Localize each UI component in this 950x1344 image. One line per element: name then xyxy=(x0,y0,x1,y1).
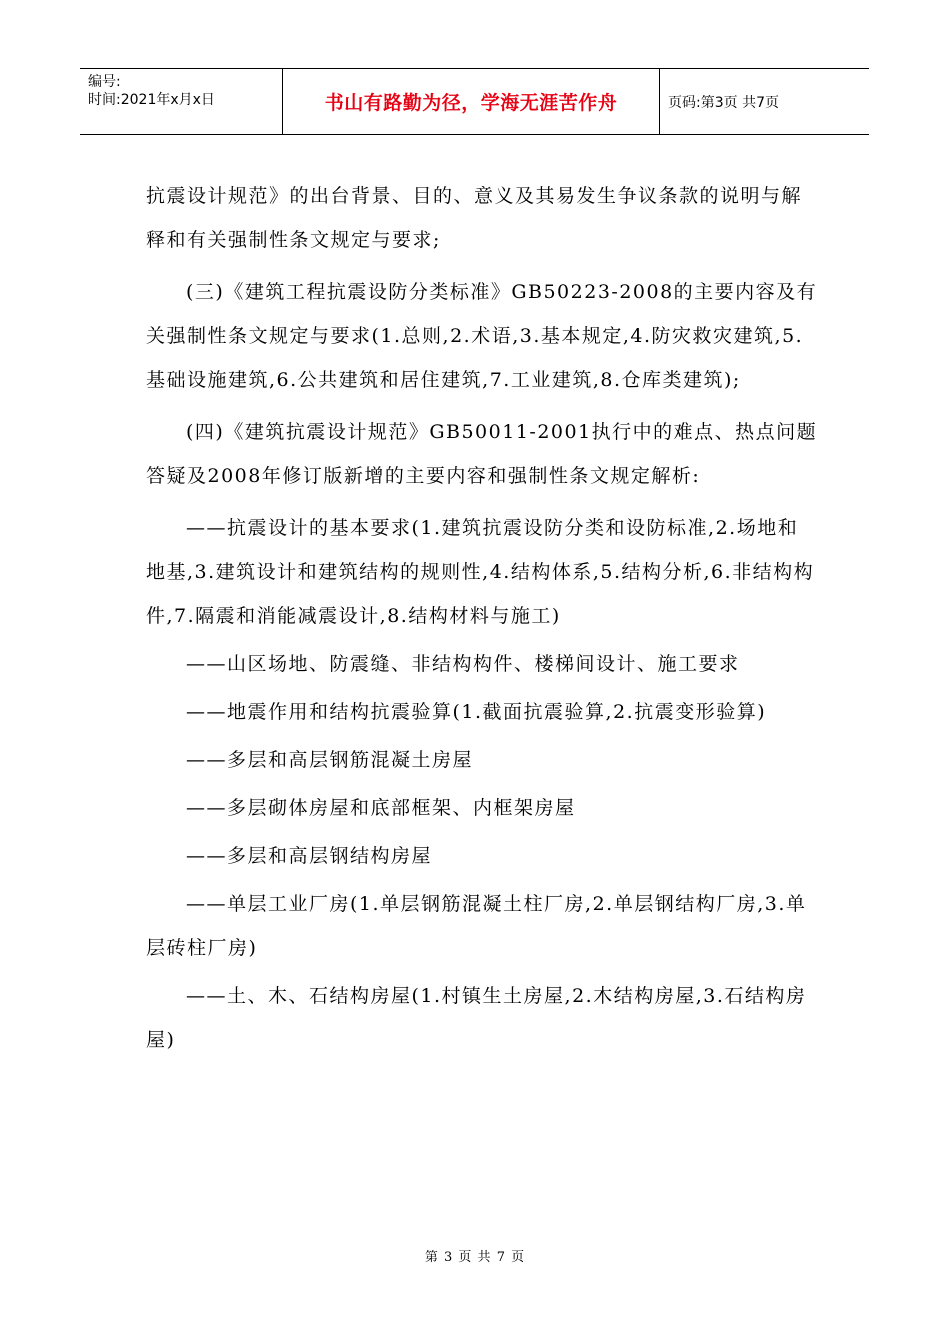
list-item: ——多层和高层钢筋混凝土房屋 xyxy=(186,749,474,771)
header-page-cell xyxy=(660,69,869,134)
header-page-number: 页码:第3页 共7页 xyxy=(668,94,779,111)
body-paragraph: (四)《建筑抗震设计规范》GB50011-2001执行中的难点、热点问题答疑及2008年修订版新增的主要内容和强制性条文规定解析: xyxy=(146,421,818,487)
body-paragraph: (三)《建筑工程抗震设防分类标准》GB50223-2008的主要内容及有关强制性条文规定与要求(1.总则,2.术语,3.基本规定,4.防灾救灾建筑,5.基础设施建筑,6.公共建筑和居住建筑,7.工业建筑,8.仓库类建筑); xyxy=(146,281,818,391)
list-item: ——土、木、石结构房屋(1.村镇生土房屋,2.木结构房屋,3.石结构房屋) xyxy=(146,985,807,1051)
list-item: ——抗震设计的基本要求(1.建筑抗震设防分类和设防标准,2.场地和地基,3.建筑设计和建筑结构的规则性,4.结构体系,5.结构分析,6.非结构构件,7.隔震和消能减震设计,8.结构材料与施工) xyxy=(146,517,815,627)
list-item: ——单层工业厂房(1.单层钢筋混凝土柱厂房,2.单层钢结构厂房,3.单层砖柱厂房) xyxy=(146,893,807,959)
list-item: ——多层和高层钢结构房屋 xyxy=(186,845,433,867)
document-body xyxy=(146,174,818,1062)
header-motto: 书山有路勤为径，学海无涯苦作舟 xyxy=(324,92,618,114)
page-footer xyxy=(0,1246,950,1265)
list-item: ——多层砌体房屋和底部框架、内框架房屋 xyxy=(186,797,576,819)
header-motto-cell xyxy=(283,69,660,134)
header-meta-cell xyxy=(80,69,283,134)
page-header xyxy=(80,68,869,135)
footer-page-number: 第 3 页 共 7 页 xyxy=(424,1250,526,1265)
document-date-label: 时间:2021年x月x日 xyxy=(88,92,215,108)
document-number-label: 编号: xyxy=(88,74,121,90)
list-item: ——地震作用和结构抗震验算(1.截面抗震验算,2.抗震变形验算) xyxy=(186,701,767,723)
list-item: ——山区场地、防震缝、非结构构件、楼梯间设计、施工要求 xyxy=(186,653,740,675)
body-paragraph: 抗震设计规范》的出台背景、目的、意义及其易发生争议条款的说明与解释和有关强制性条文规定与要求; xyxy=(146,185,803,251)
